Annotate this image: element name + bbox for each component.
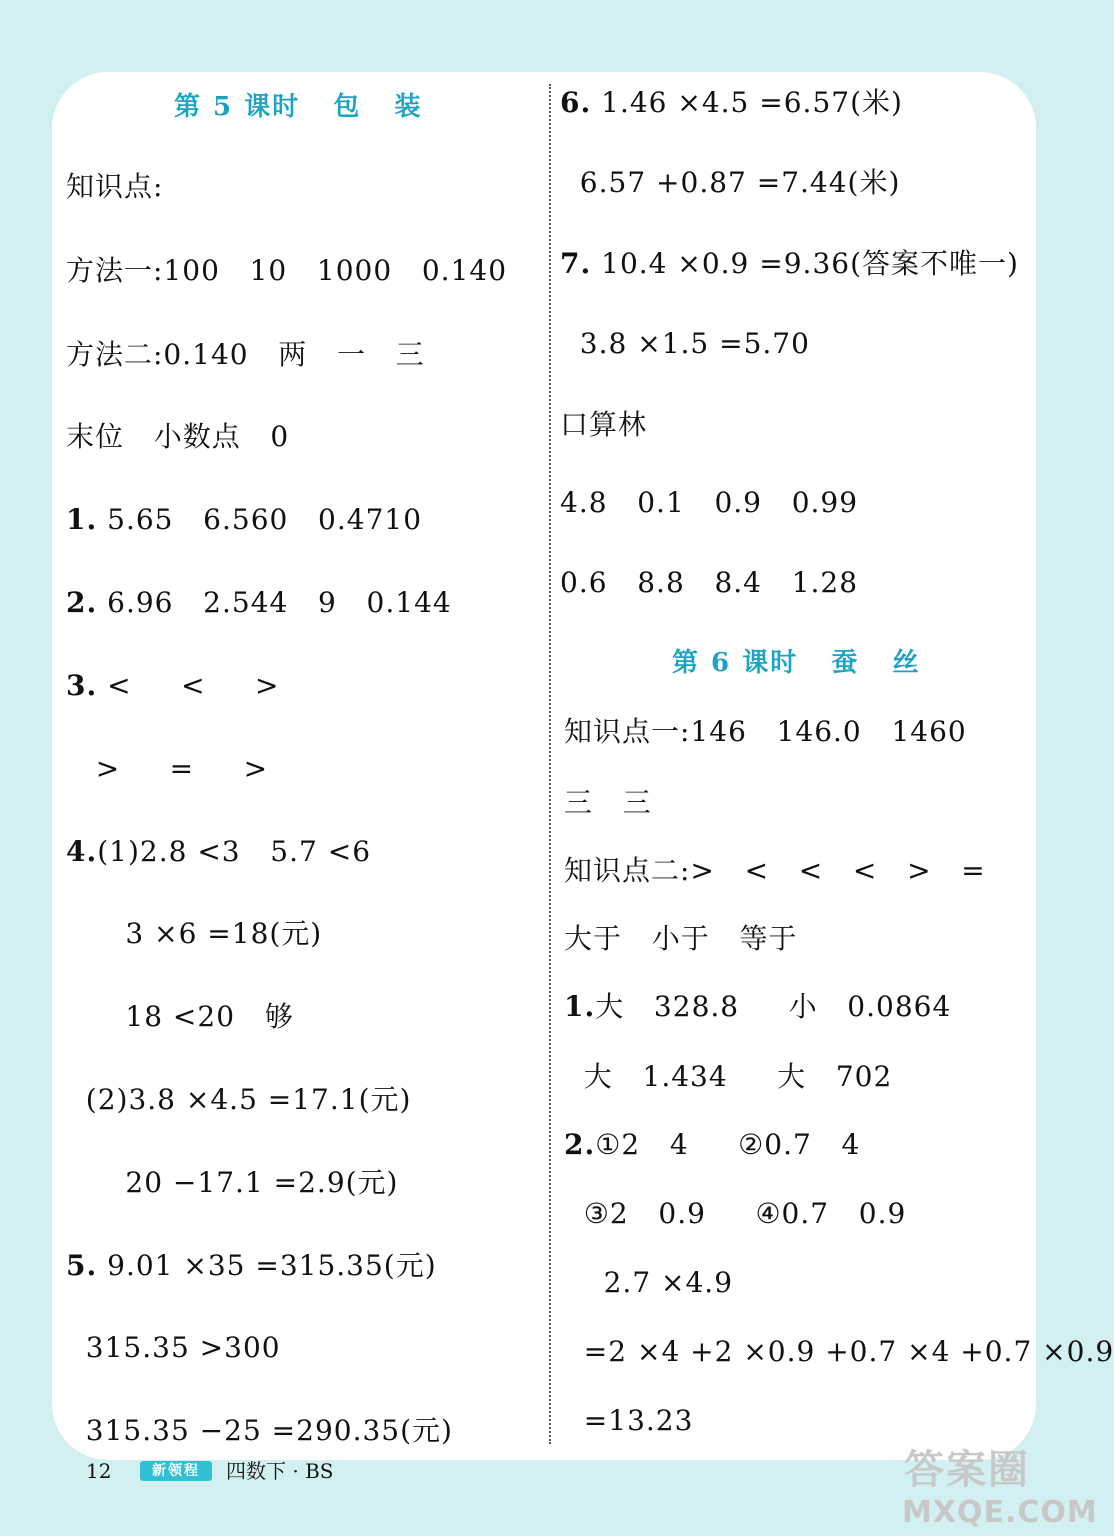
answer-line	[66, 917, 322, 951]
answer-line	[66, 835, 371, 869]
answer-line	[560, 566, 858, 600]
lesson-5-title: 第 5 课时 包 装	[174, 92, 423, 122]
answer-text: (1)2.8 <3 5.7 <6	[97, 835, 372, 868]
answer-line	[66, 1249, 437, 1283]
answer-text: =13.23	[564, 1404, 694, 1437]
answer-line	[564, 1266, 733, 1300]
answer-line	[66, 586, 452, 620]
answer-line	[66, 1166, 398, 1200]
answer-text: 3 ×6 =18(元)	[66, 917, 323, 950]
answer-line	[564, 922, 797, 956]
question-number: 5.	[66, 1249, 98, 1282]
answer-line	[66, 420, 289, 454]
answer-text: =2 ×4 +2 ×0.9 +0.7 ×4 +0.7 ×0.9	[564, 1335, 1114, 1368]
answer-line	[66, 1000, 294, 1034]
answer-line	[564, 1197, 906, 1231]
answer-line	[560, 408, 647, 442]
answer-line	[564, 786, 652, 820]
answer-text: 4.8 0.1 0.9 0.99	[560, 486, 859, 519]
answer-text: 三 三	[564, 786, 652, 819]
answer-text: 2.7 ×4.9	[564, 1266, 734, 1299]
answer-text: 大 328.8 小 0.0864	[595, 990, 952, 1023]
answer-text: 9.01 ×35 =315.35(元)	[97, 1249, 437, 1282]
answer-line	[564, 1404, 693, 1438]
answer-text: 口算林	[560, 408, 648, 441]
question-number: 7.	[560, 247, 592, 280]
question-number: 1.	[66, 503, 98, 536]
question-number: 2.	[564, 1128, 596, 1161]
answer-line	[560, 486, 858, 520]
answer-text: 知识点二:> < < < > =	[564, 854, 986, 887]
question-number: 1.	[564, 990, 596, 1023]
question-number: 2.	[66, 586, 98, 619]
answer-text: > = >	[66, 752, 269, 785]
answer-line	[66, 170, 163, 204]
answer-line	[66, 254, 507, 288]
answer-text: ③2 0.9 ④0.7 0.9	[564, 1197, 907, 1230]
answer-text: 知识点:	[66, 170, 164, 203]
answer-line	[66, 1331, 281, 1365]
book-label: 四数下 · BS	[226, 1459, 334, 1483]
answer-line	[66, 1414, 453, 1448]
answer-line	[564, 990, 951, 1024]
answer-text: 方法一:100 10 1000 0.140	[66, 254, 508, 287]
answer-text: (2)3.8 ×4.5 =17.1(元)	[66, 1083, 412, 1116]
answer-text: 10.4 ×0.9 =9.36(答案不唯一)	[591, 247, 1019, 280]
answer-line	[560, 327, 810, 361]
answer-text: ①2 4 ②0.7 4	[595, 1128, 861, 1161]
answer-text: 3.8 ×1.5 =5.70	[560, 327, 810, 360]
publisher-logo: 新领程	[140, 1461, 212, 1481]
answer-text: 18 <20 够	[66, 1000, 294, 1033]
answer-text: 知识点一:146 146.0 1460	[564, 715, 967, 748]
answer-text: 方法二:0.140 两 一 三	[66, 338, 425, 371]
page-number: 12	[86, 1459, 112, 1483]
answer-line	[560, 247, 1019, 281]
answer-line	[564, 1060, 892, 1094]
answer-line	[560, 166, 900, 200]
answer-text: 大于 小于 等于	[564, 922, 798, 955]
answer-text: 0.6 8.8 8.4 1.28	[560, 566, 859, 599]
answer-line	[66, 1083, 411, 1117]
answer-text: 6.96 2.544 9 0.144	[97, 586, 452, 619]
answer-text: 6.57 +0.87 =7.44(米)	[560, 166, 901, 199]
lesson-6-title: 第 6 课时 蚕 丝	[672, 648, 921, 678]
question-number: 3.	[66, 669, 98, 702]
question-number: 6.	[560, 86, 592, 119]
column-divider	[549, 84, 551, 1444]
answer-text: 315.35 −25 =290.35(元)	[66, 1414, 453, 1447]
question-number: 4.	[66, 835, 98, 868]
answer-line	[564, 854, 986, 888]
answer-text: < < >	[97, 669, 280, 702]
answer-line	[66, 338, 425, 372]
watermark	[898, 1447, 1098, 1532]
answer-line	[564, 1335, 1114, 1369]
answer-text: 1.46 ×4.5 =6.57(米)	[591, 86, 903, 119]
answer-text: 315.35 >300	[66, 1331, 281, 1364]
answer-line	[66, 752, 268, 786]
answer-line	[564, 715, 967, 749]
answer-line	[564, 1128, 860, 1162]
answer-line	[66, 503, 422, 537]
answer-line	[66, 669, 280, 703]
answer-text: 末位 小数点 0	[66, 420, 290, 453]
answer-text: 大 1.434 大 702	[564, 1060, 893, 1093]
answer-line	[560, 86, 903, 120]
answer-text: 5.65 6.560 0.4710	[97, 503, 423, 536]
watermark-top: 答案圈	[904, 1447, 1030, 1493]
watermark-bottom: MXQE.COM	[902, 1495, 1098, 1530]
answer-text: 20 −17.1 =2.9(元)	[66, 1166, 399, 1199]
